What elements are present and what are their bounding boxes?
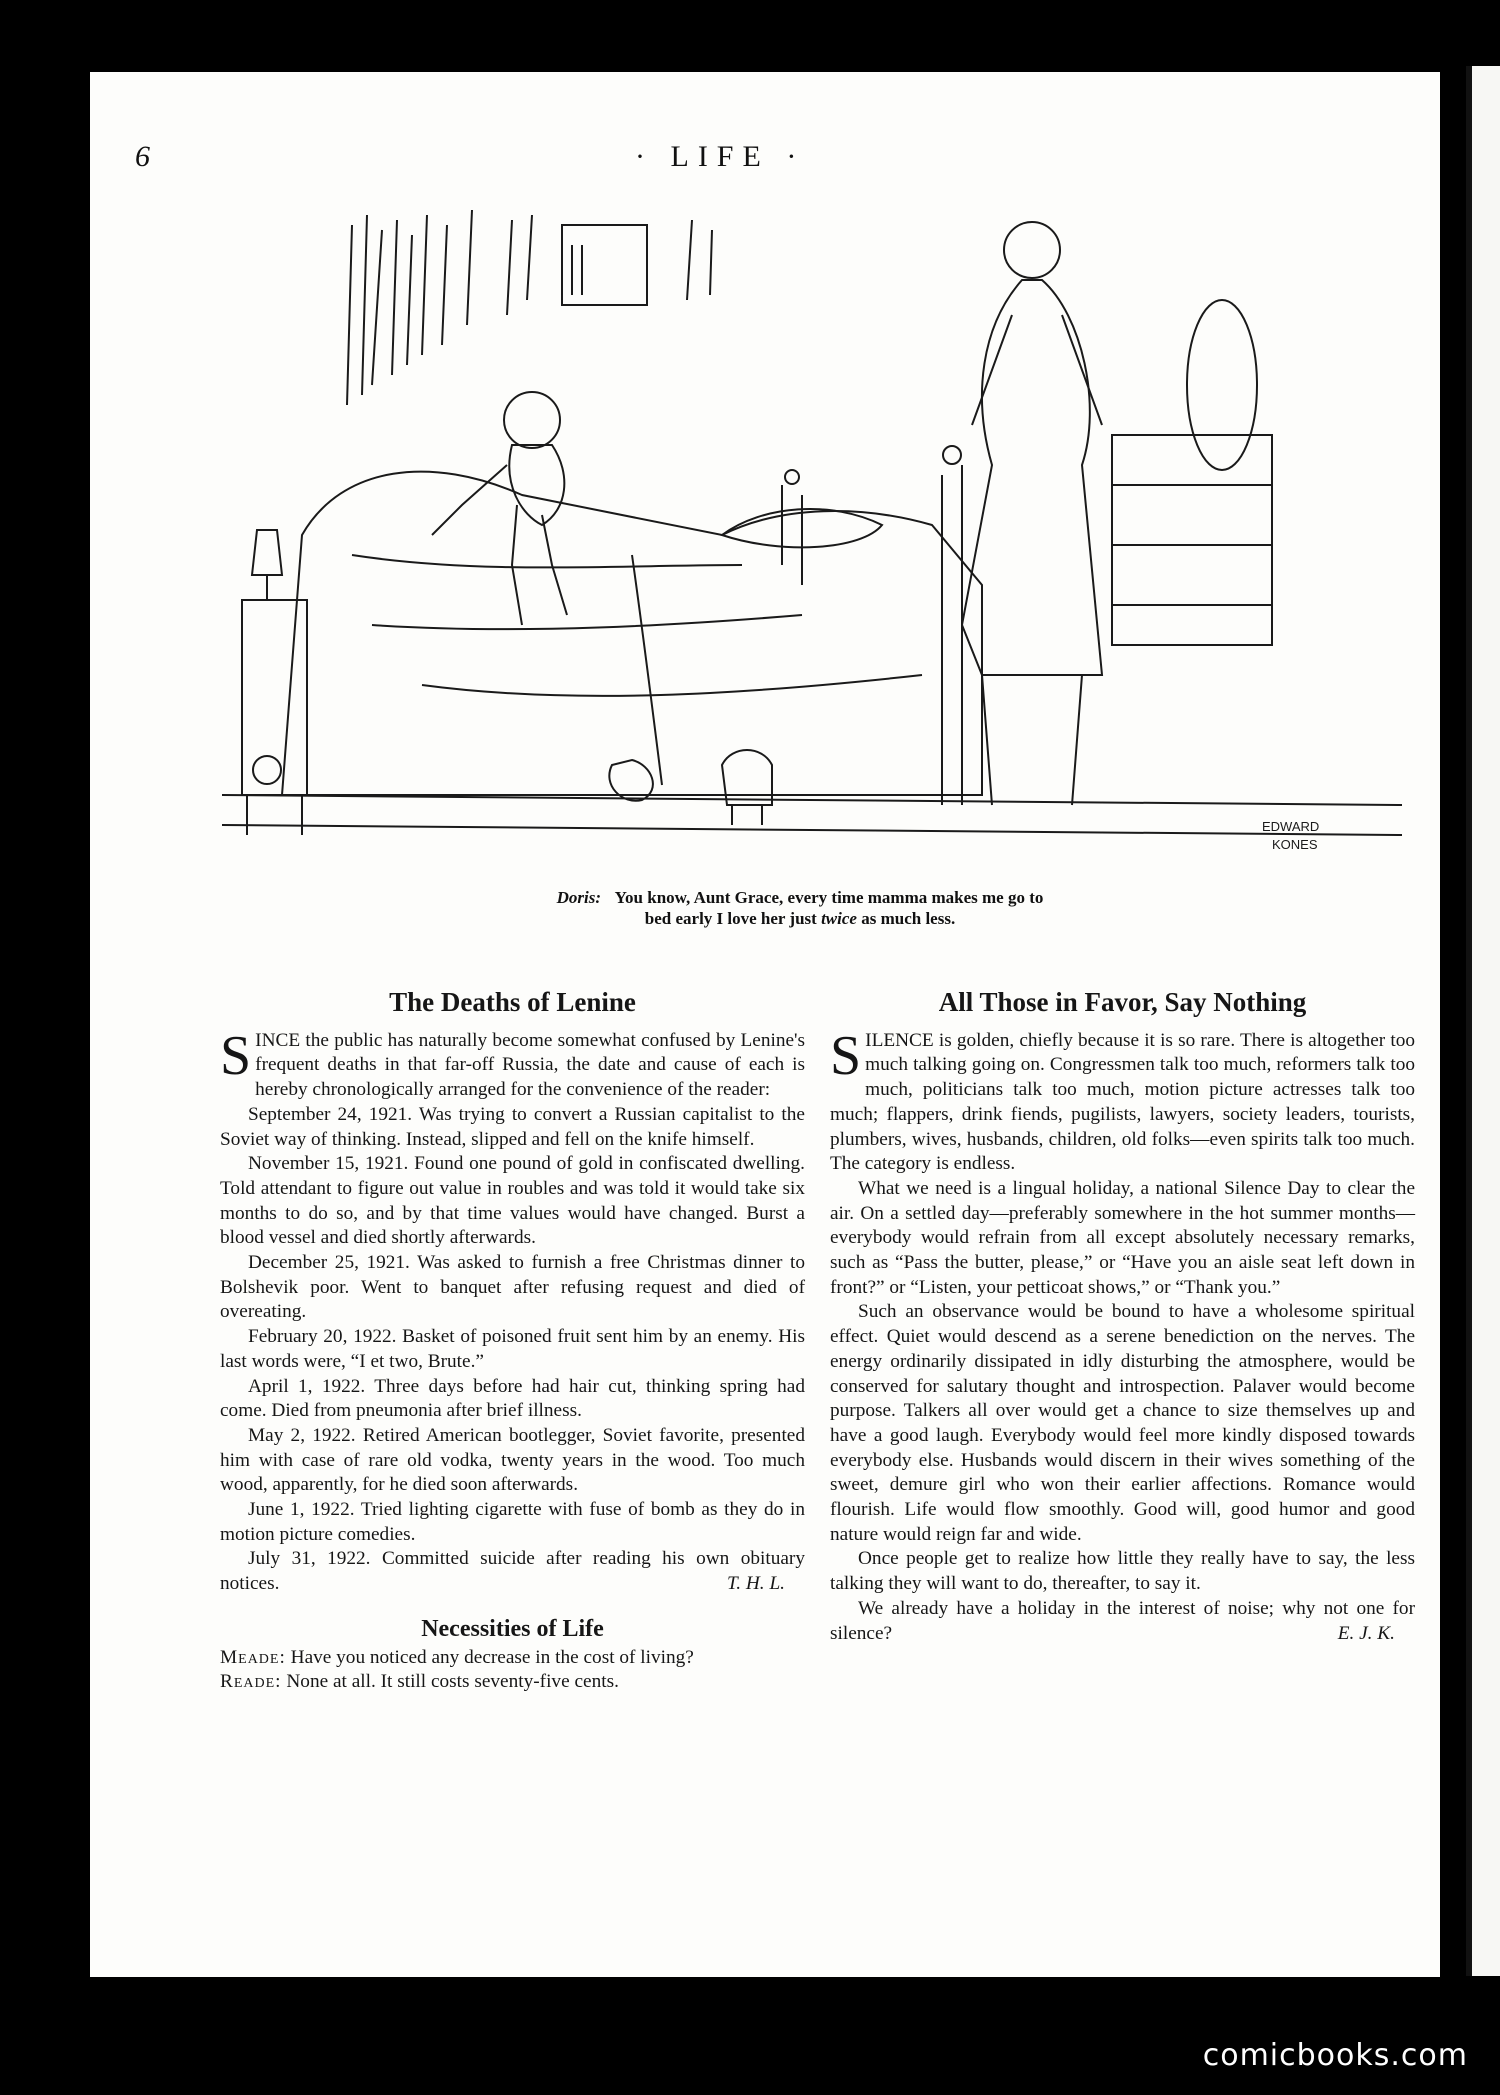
caption-line-2-em: twice [821,909,857,928]
wall-frame [562,225,647,305]
intro-text: INCE the public has naturally become somewhat confused by Lenine's frequent deaths in that far-off Russia, the date and cause of each is hereby chronologically arranged for the convenience of the reader: [255,1029,805,1101]
entry-date: February 20, 1922. [248,1326,397,1348]
article-signature: E. J. K. [1337,1622,1395,1644]
entry [220,1375,805,1424]
entry-date: April 1, 1922. [248,1375,366,1397]
entry-text: Retired American bootlegger, Soviet favorite, presented him with case of rare old vodka, twenty years in the wood. Too much wood, apparently, for he died soon afterwards. [220,1424,806,1496]
article-intro [220,1024,805,1103]
dialogue-text: None at all. It still costs seventy-five cents. [286,1671,619,1693]
watermark: comicbooks.com [1202,2038,1468,2073]
bed [282,472,982,795]
entry [220,1251,805,1325]
illustration-caption [440,887,1160,929]
entry-date: November 15, 1921. [248,1153,409,1175]
article-paragraph: Such an observance would be bound to have a wholesome spiritual effect. Quiet would descend as a serene benediction on the nerves. The energy ordinarily dissipated in idly disturbing the atmosphere, would be conserved for salutary thought and introspection. Palaver would become purpose. Talkers all over would get a chance to size themselves up and have a good laugh. Everybody would feel more kindly disposed towards everybody else. Husbands would discern in their wives something of the sweet, demure girl who won their earlier affections. Romance would flourish. Life would flow smoothly. Good will, good humor and good nature would reign far and wide. [830,1301,1415,1545]
girl-head [504,392,560,448]
article-paragraph [830,1024,1415,1177]
dialogue-speaker: Reade: [220,1671,282,1693]
entry-text: Was asked to furnish a free Christmas dinner to Bolshevik poor. Went to banquet after refusing request and died of overeating. [220,1252,805,1323]
artist-signature-1: EDWARD [1262,819,1320,834]
article-title-necessities: Necessities of Life [421,1615,604,1642]
entry [220,1547,805,1596]
entry-text: Basket of poisoned fruit sent him by an enemy. His last words were, “I et two, Brute.” [220,1326,805,1372]
entry-date: May 2, 1922. [248,1424,356,1446]
dialogue-line [220,1646,805,1671]
drop-cap: S [830,1024,862,1087]
article-title-say-nothing: All Those in Favor, Say Nothing [938,987,1307,1017]
entry-text: Found one pound of gold in confiscated dwelling. Told attendant to figure out value in roubles and was told it would take six months to do so, and by that time values would have changed. Burst a blood vessel and died shortly afterwards. [220,1153,805,1249]
article-paragraph-last [830,1597,1415,1646]
article-paragraph: Once people get to realize how little they really have to say, the less talking they will want to do, thereafter, to say it. [830,1548,1415,1595]
puppy [722,750,772,805]
caption-line-1: You know, Aunt Grace, every time mamma makes me go to [614,888,1044,907]
article-title-deaths-of-lenine: The Deaths of Lenine [389,987,636,1017]
entry-text: Tried lighting cigarette with fuse of bomb as they do in motion picture comedies. [220,1499,805,1545]
cartoon-illustration [222,205,1402,865]
dialogue-text: Have you noticed any decrease in the cost of living? [290,1646,694,1668]
page-number: 6 [135,140,150,173]
entry-date: July 31, 1922. [248,1548,371,1570]
dialogue-speaker: Meade: [220,1646,286,1668]
left-column [220,987,806,1695]
entry [220,1325,805,1374]
entry-text: Three days before had hair cut, thinking spring had come. Died from pneumonia after brief illness. [220,1375,806,1422]
running-head: · LIFE · [635,140,806,173]
woman-head [1004,222,1060,278]
entry [220,1424,805,1498]
entry-text: Committed suicide after reading his own obituary notices. [220,1548,805,1595]
drop-cap: S [220,1024,252,1087]
paragraph-text: We already have a holiday in the interest of noise; why not one for silence? [830,1597,1415,1644]
article-paragraph: What we need is a lingual holiday, a national Silence Day to clear the air. On a settled day—preferably somewhere in the hot summer months—everybody would refrain from all except absolutely necessary remarks, such as “Pass the butter, please,” or “Have you an aisle seat left down in front?” or “Listen, your petticoat shows,” or “Thank you.” [830,1177,1415,1298]
entry [220,1152,805,1251]
next-page-edge [1466,66,1500,1976]
entry [220,1103,805,1152]
dialogue-line [220,1670,805,1695]
caption-speaker: Doris: [556,888,602,907]
paragraph-text: ILENCE is golden, chiefly because it is so rare. There is altogether too much talking going on. Congressmen talk too much, reformers talk too much, politicians talk too much, motion picture actresses talk too much; flappers, drink fiends, pugilists, lawyers, society leaders, tourists, plumbers, wives, husbands, children, old folks—even spirits talk too much. The category is endless. [830,1029,1415,1175]
entry-date: September 24, 1921. [248,1103,413,1125]
page-header [135,140,1355,180]
right-column [830,987,1415,1646]
article-signature: T. H. L. [726,1573,785,1595]
page-gutter [1466,66,1472,1976]
artist-signature-2: KONES [1272,837,1318,852]
nightstand [242,600,307,795]
caption-line-2-post: as much less. [861,909,956,928]
entry-text: Was trying to convert a Russian capitalist to the Soviet way of thinking. Instead, slipped and fell on the knife himself. [220,1103,805,1150]
entry-date: December 25, 1921. [248,1252,410,1274]
entry [220,1498,805,1547]
caption-line-2-pre: bed early I love her just [644,909,817,928]
entry-date: June 1, 1922. [248,1499,355,1521]
